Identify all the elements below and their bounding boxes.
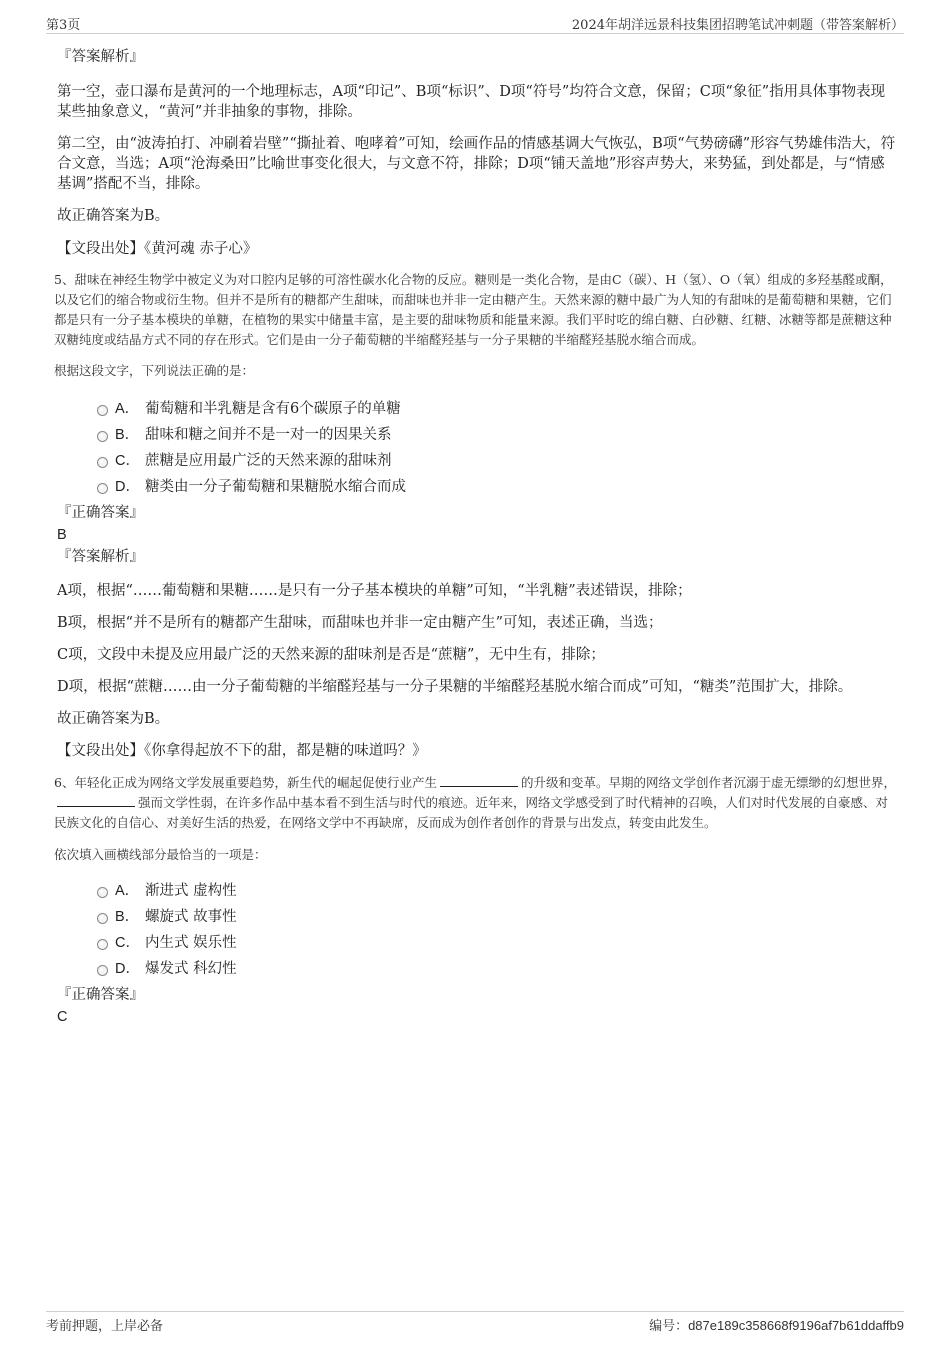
- footer-slogan: 考前押题，上岸必备: [46, 1319, 164, 1334]
- analysis-item: D项，根据“蔗糖……由一分子葡萄糖的半缩醛羟基与一分子果糖的半缩醛羟基脱水缩合而成”可知，“糖类”范围扩大，排除。: [57, 679, 853, 695]
- correct-answer-value: B: [57, 527, 67, 543]
- conclusion: 故正确答案为B。: [57, 711, 170, 727]
- correct-answer-value: C: [57, 1009, 68, 1025]
- analysis-paragraph: 第二空，由“波涛拍打、冲刷着岩壁”“撕扯着、咆哮着”可知，绘画作品的情感基调大气恢弘，B项“气势磅礴”形容气势雄伟浩大，符合文意，当选；A项“沧海桑田”比喻世事变化很大，与文意不符，排除；D项“铺天盖地”形容声势大，来势猛，到处都是，与“情感基调”搭配不当，排除。: [57, 136, 896, 192]
- fill-blank-2: [57, 794, 135, 807]
- radio-button[interactable]: [97, 431, 108, 442]
- question-5-prompt: 根据这段文字，下列说法正确的是：: [54, 363, 255, 378]
- option-b[interactable]: B． 螺旋式 故事性: [57, 907, 897, 933]
- radio-button[interactable]: [97, 887, 108, 898]
- option-c[interactable]: C． 内生式 娱乐性: [57, 933, 897, 959]
- correct-answer-heading: 『正确答案』: [57, 505, 144, 521]
- analysis-heading: 『答案解析』: [57, 49, 144, 65]
- analysis-item: C项，文段中未提及应用最广泛的天然来源的甜味剂是否是“蔗糖”，无中生有，排除；: [57, 647, 605, 663]
- page-content: [54, 44, 897, 1027]
- radio-button[interactable]: [97, 939, 108, 950]
- correct-answer-heading: 『正确答案』: [57, 987, 144, 1003]
- conclusion: 故正确答案为B。: [57, 208, 170, 224]
- option-b[interactable]: B． 甜味和糖之间并不是一对一的因果关系: [57, 425, 897, 451]
- page-number: 第3页: [46, 18, 81, 33]
- radio-button[interactable]: [97, 965, 108, 976]
- analysis-heading: 『答案解析』: [57, 549, 144, 565]
- question-6-options: [57, 881, 897, 985]
- option-a[interactable]: A． 渐进式 虚构性: [57, 881, 897, 907]
- question-6-prompt: 依次填入画横线部分最恰当的一项是：: [54, 847, 267, 862]
- radio-button[interactable]: [97, 913, 108, 924]
- source-citation: 【文段出处】《你拿得起放不下的甜，都是糖的味道吗？》: [57, 743, 427, 759]
- option-d[interactable]: D． 糖类由一分子葡萄糖和果糖脱水缩合而成: [57, 477, 897, 503]
- fill-blank-1: [440, 774, 518, 787]
- radio-button[interactable]: [97, 457, 108, 468]
- question-5-options: [57, 399, 897, 503]
- option-d[interactable]: D． 爆发式 科幻性: [57, 959, 897, 985]
- radio-button[interactable]: [97, 483, 108, 494]
- document-code: 编号：d87e189c358668f9196af7b61ddaffb9: [649, 1318, 904, 1334]
- page-footer: [46, 1311, 904, 1335]
- document-title: 2024年胡洋远景科技集团招聘笔试冲刺题（带答案解析）: [571, 18, 904, 33]
- source-citation: 【文段出处】《黄河魂 赤子心》: [57, 241, 258, 257]
- analysis-item: A项，根据“……葡萄糖和果糖……是只有一分子基本模块的单糖”可知，“半乳糖”表述错误，排除；: [57, 583, 692, 599]
- radio-button[interactable]: [97, 405, 108, 416]
- analysis-paragraph: 第一空，壶口瀑布是黄河的一个地理标志，A项“印记”、B项“标识”、D项“符号”均符合文意，保留；C项“象征”指用具体事物表现某些抽象意义，“黄河”并非抽象的事物，排除。: [57, 84, 886, 120]
- analysis-item: B项，根据“并不是所有的糖都产生甜味，而甜味也并非一定由糖产生”可知，表述正确，当选；: [57, 615, 663, 631]
- option-c[interactable]: C． 蔗糖是应用最广泛的天然来源的甜味剂: [57, 451, 897, 477]
- option-a[interactable]: A． 葡萄糖和半乳糖是含有6个碳原子的单糖: [57, 399, 897, 425]
- question-5-stem: 5、甜味在神经生物学中被定义为对口腔内足够的可溶性碳水化合物的反应。糖则是一类化合物，是由C（碳）、H（氢）、O（氧）组成的多羟基醛或酮，以及它们的缩合物或衍生物。但并不是所有的糖都产生甜味，而甜味也并非一定由糖产生。天然来源的糖中最广为人知的有甜味的是葡萄糖和果糖，它们都是只有一分子基本模块的单糖，在植物的果实中储量丰富，是主要的甜味物质和能量来源。我们平时吃的绵白糖、白砂糖、红糖、冰糖等都是蔗糖这种双糖纯度或结晶方式不同的存在形式。它们是由一分子葡萄糖的半缩醛羟基与一分子果糖的半缩醛羟基脱水缩合而成。: [54, 272, 893, 347]
- question-6-stem: 6、年轻化正成为网络文学发展重要趋势，新生代的崛起促使行业产生 的升级和变革。早期的网络文学创作者沉溺于虚无缥缈的幻想世界，强而文学性弱，在许多作品中基本看不到生活与时代的痕迹。近年来，网络文学感受到了时代精神的召唤，人们对时代发展的自豪感、对民族文化的自信心、对美好生活的热爱，在网络文学中不再缺席，反而成为创作者创作的背景与出发点，转变由此发生。: [54, 775, 896, 830]
- page-header: [46, 14, 904, 34]
